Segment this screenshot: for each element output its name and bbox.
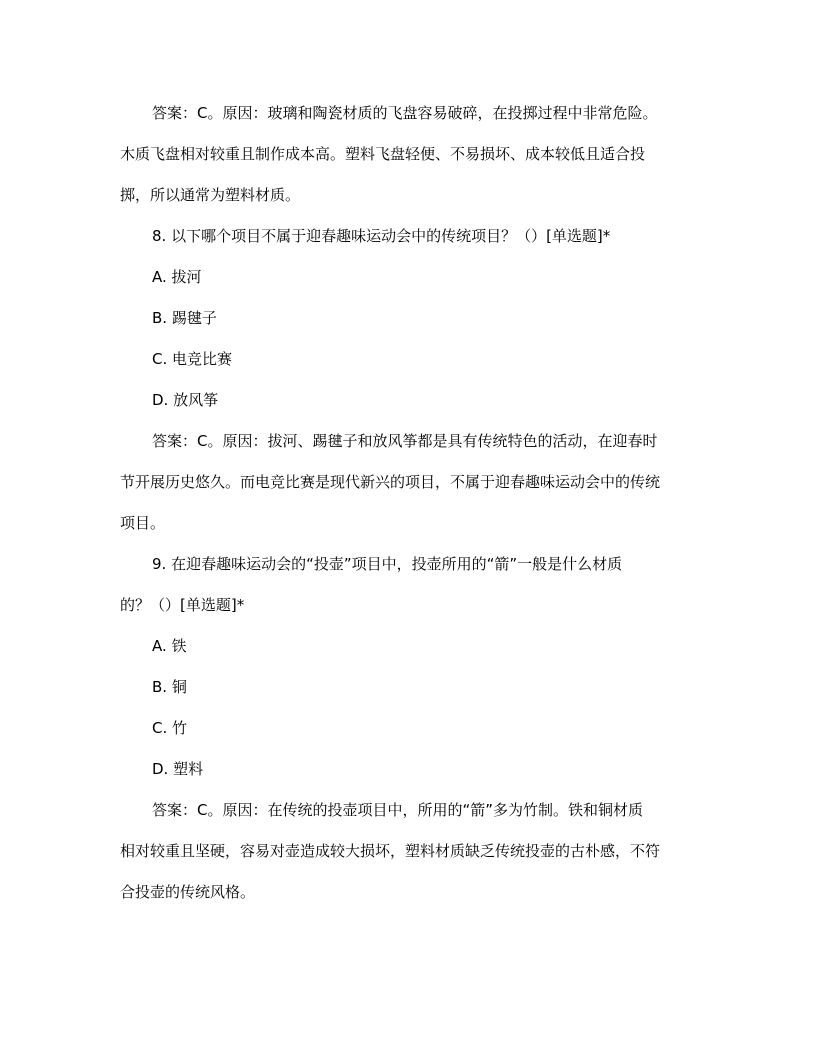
text-line: 合投壶的传统风格。 [120, 883, 256, 901]
option-text: A. 铁 [152, 637, 187, 655]
text-line: 木质飞盘相对较重且制作成本高。塑料飞盘轻便、不易损坏、成本较低且适合投 [120, 145, 646, 163]
question-paragraph [120, 544, 700, 626]
option-text: A. 拔河 [152, 268, 202, 286]
option-item [120, 339, 700, 380]
text-line: 掷，所以通常为塑料材质。 [120, 186, 301, 204]
text-line: 答案：C。原因：玻璃和陶瓷材质的飞盘容易破碎，在投掷过程中非常危险。 [152, 104, 658, 122]
option-text: D. 放风筝 [152, 391, 219, 409]
option-item [120, 667, 700, 708]
text-line: 答案：C。原因：在传统的投壶项目中，所用的“箭”多为竹制。铁和铜材质 [152, 801, 644, 819]
text-line: 项目。 [120, 514, 166, 532]
answer-paragraph [120, 93, 700, 216]
option-item [120, 749, 700, 790]
question-paragraph [120, 216, 700, 257]
option-text: D. 塑料 [152, 760, 204, 778]
question-text: 9. 在迎春趣味运动会的“投壶”项目中，投壶所用的“箭”一般是什么材质 [152, 555, 623, 573]
text-line: 答案：C。原因：拔河、踢毽子和放风筝都是具有传统特色的活动，在迎春时 [152, 432, 658, 450]
option-text: B. 踢毽子 [152, 309, 217, 327]
question-text: 8. 以下哪个项目不属于迎春趣味运动会中的传统项目？（）[单选题]* [152, 227, 611, 245]
option-item [120, 708, 700, 749]
option-text: B. 铜 [152, 678, 187, 696]
question-text: 的？（）[单选题]* [120, 596, 245, 614]
option-item [120, 257, 700, 298]
option-item [120, 380, 700, 421]
option-text: C. 竹 [152, 719, 188, 737]
document-body [120, 93, 700, 913]
answer-paragraph [120, 790, 700, 913]
option-item [120, 298, 700, 339]
answer-paragraph [120, 421, 700, 544]
option-item [120, 626, 700, 667]
text-line: 节开展历史悠久。而电竞比赛是现代新兴的项目，不属于迎春趣味运动会中的传统 [120, 473, 661, 491]
text-line: 相对较重且坚硬，容易对壶造成较大损坏，塑料材质缺乏传统投壶的古朴感，不符 [120, 842, 661, 860]
option-text: C. 电竞比赛 [152, 350, 233, 368]
